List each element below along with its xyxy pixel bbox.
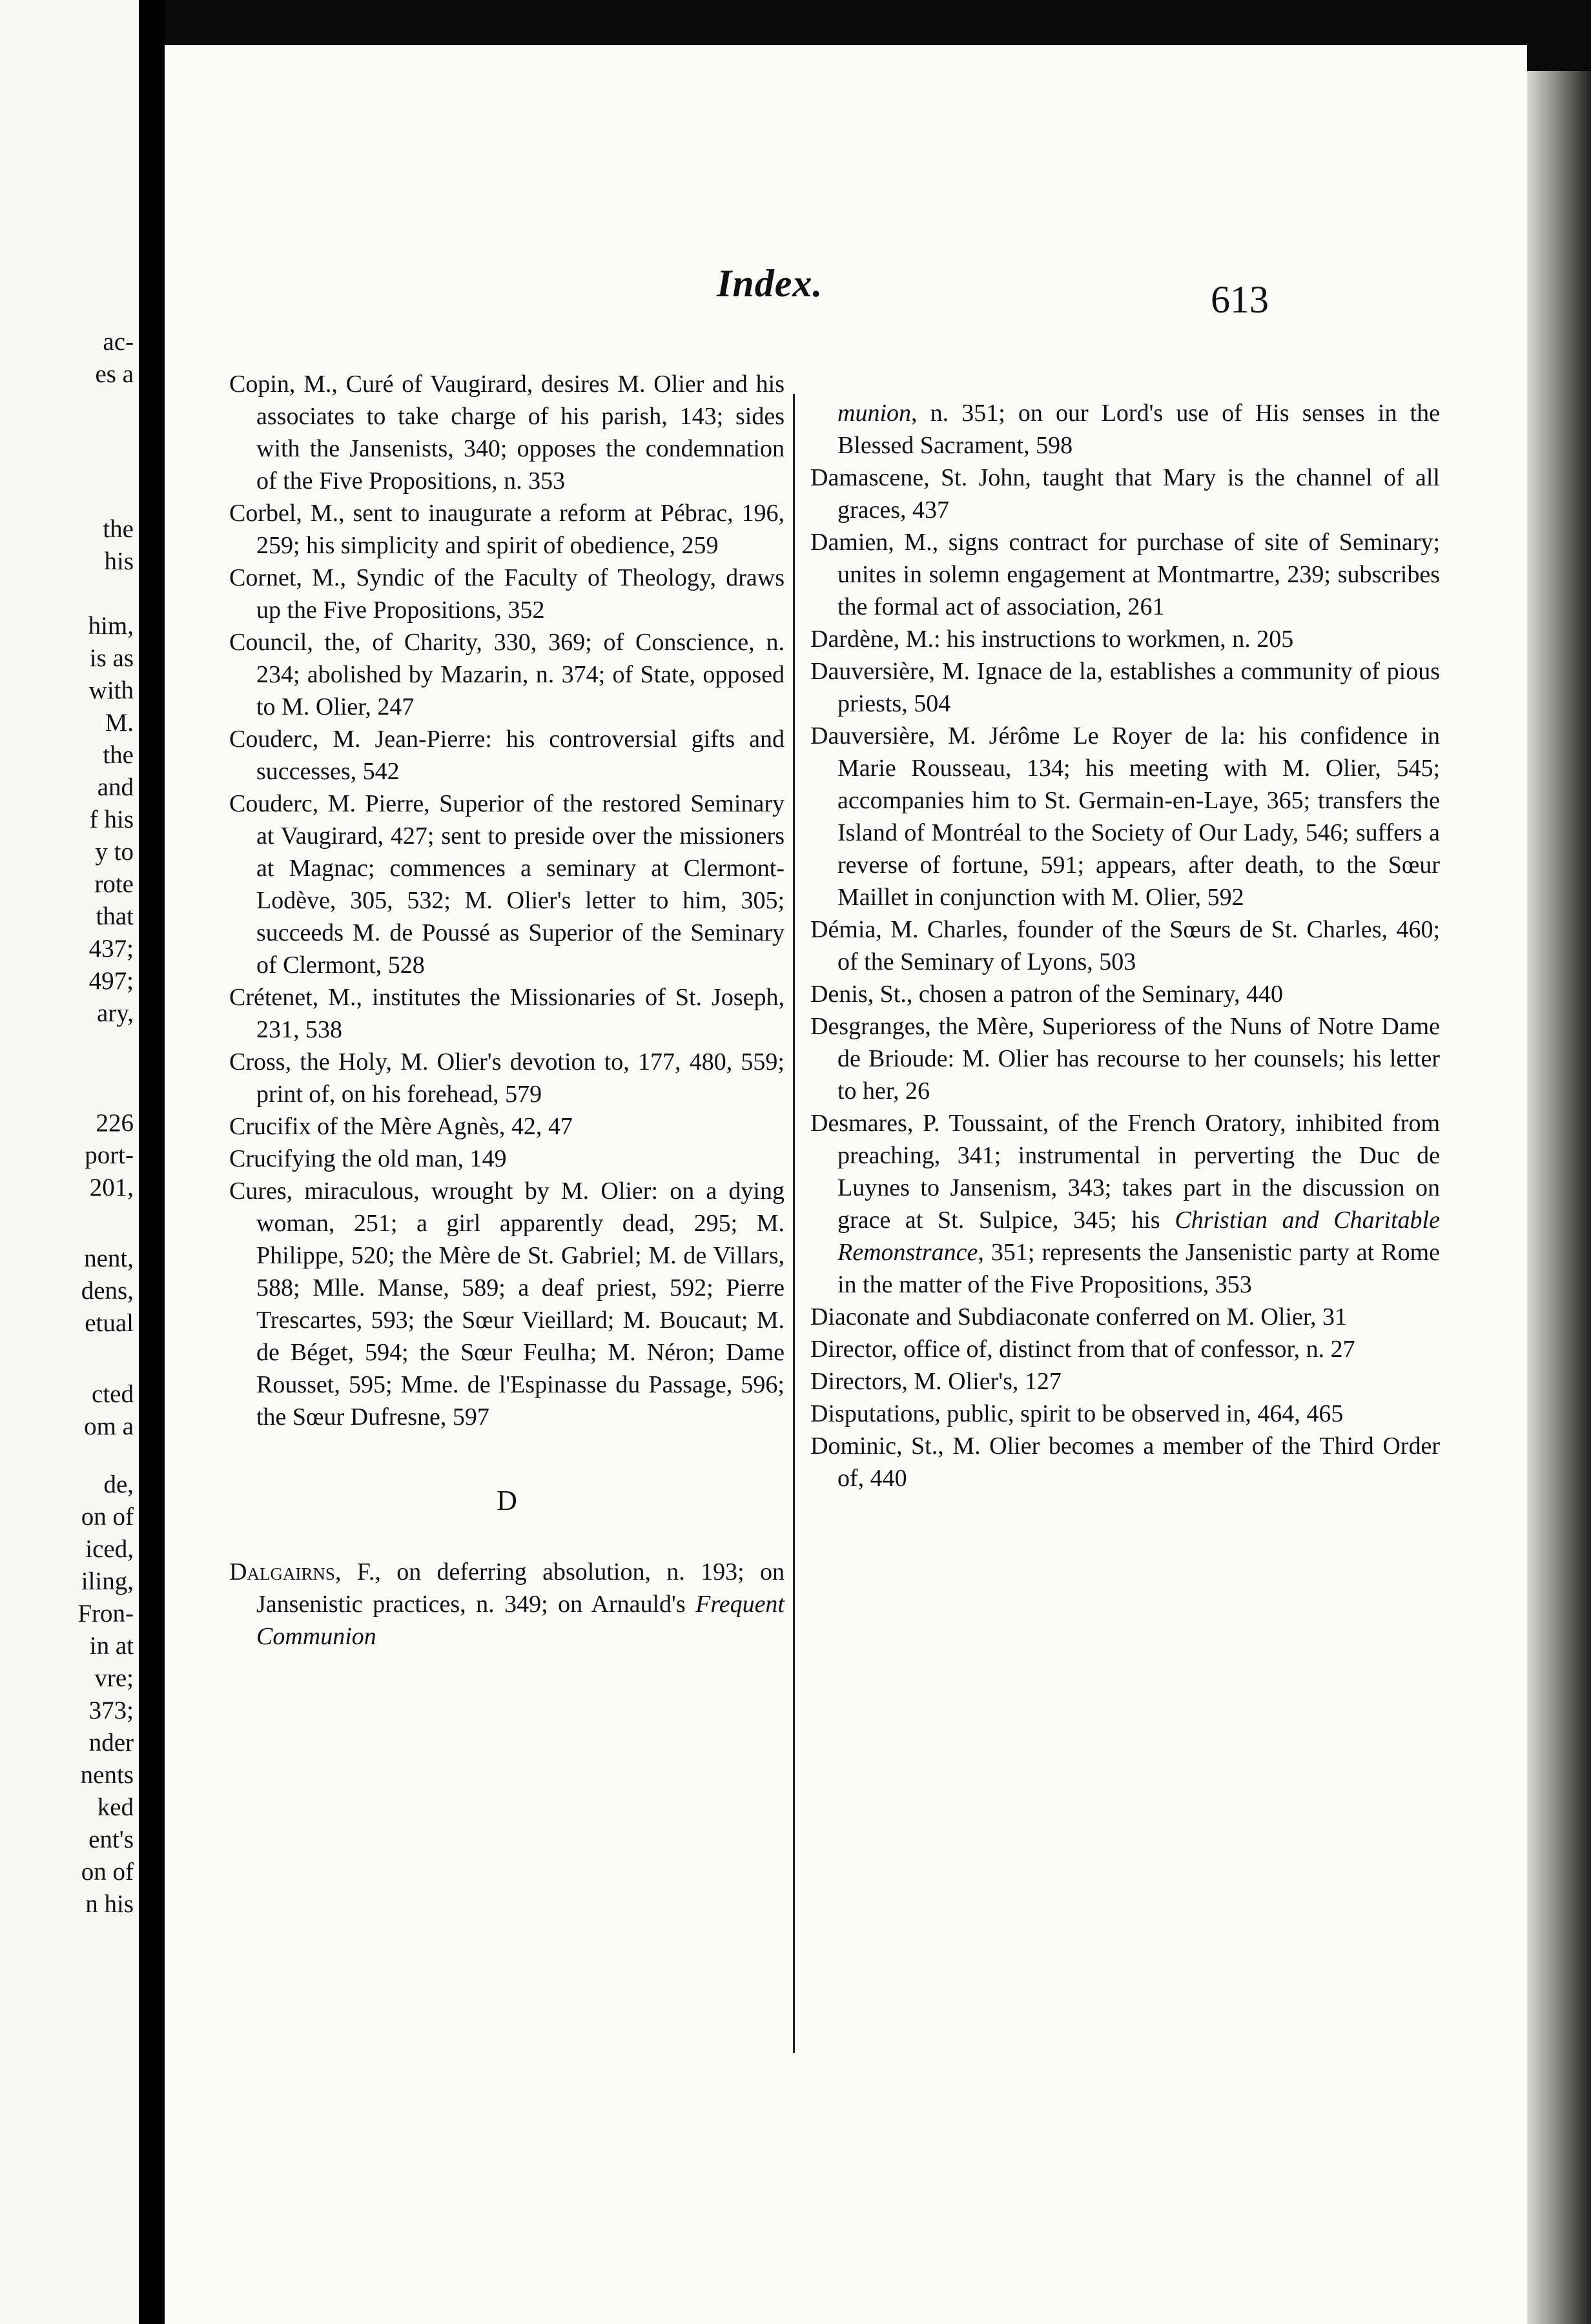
entry-text: Desmares, P. Toussaint, of the French Oratory, inhibited from preaching, 341; instrumental in perverting the Duc de Luynes to Jansenism, 343; takes part in the discussion on grace at St. Sulpice, 345; his (810, 1110, 1440, 1234)
facing-page-fragment-text: nder (88, 1729, 134, 1757)
index-entry: Directors, M. Olier's, 127 (810, 1368, 1062, 1395)
index-entry: Damien, M., signs contract for purchase of site of Seminary; unites in solemn engagement at Montmartre, 239; subscribes the formal act of association, 261 (810, 529, 1440, 620)
index-entry: Crétenet, M., institutes the Missionaries of St. Joseph, 231, 538 (229, 984, 785, 1043)
facing-page-fragment-text: ac- (103, 328, 134, 356)
index-entry: Damascene, St. John, taught that Mary is the channel of all graces, 437 (810, 464, 1440, 524)
index-entries-right-tail (810, 1301, 1440, 1494)
facing-page-fragment-text: iced, (85, 1535, 134, 1563)
entry-text: , F., on deferring absolution, n. 193; on Jansenistic practices, n. 349; on Arnauld's (256, 1558, 785, 1618)
index-entry: Démia, M. Charles, founder of the Sœurs de St. Charles, 460; of the Seminary of Lyons, 503 (810, 916, 1440, 975)
facing-page-fragment-text: nents (80, 1761, 134, 1789)
facing-page-fragment-text: that (96, 902, 134, 930)
facing-page-fragment-text: rote (94, 870, 134, 898)
index-entries-left (229, 368, 785, 1433)
entry-text: , n. 351; on our Lord's use of His senses in the Blessed Sacrament, 598 (837, 400, 1440, 459)
facing-page-fragment-text: 437; (88, 935, 134, 963)
index-entries-right (810, 462, 1440, 1107)
facing-page-fragment-text: f his (89, 806, 134, 833)
index-entry: Dauversière, M. Jérôme Le Royer de la: his confidence in Marie Rousseau, 134; his meeting with M. Olier, 545; accompanies him to St. Germain-en-Laye, 365; transfers the Island of Montréal to the Society of Our Lady, 546; suffers a reverse of fortune, 591; appears, after death, to the Sœur Maillet in conjunction with M. Olier, 592 (810, 722, 1440, 911)
index-entry: Diaconate and Subdiaconate conferred on M. Olier, 31 (810, 1303, 1348, 1330)
index-entry: Dauversière, M. Ignace de la, establishes a community of pious priests, 504 (810, 658, 1440, 717)
index-entry: Denis, St., chosen a patron of the Seminary, 440 (810, 981, 1284, 1008)
facing-page-fragment-text: n his (85, 1890, 134, 1918)
index-entry: Couderc, M. Jean-Pierre: his controversial gifts and successes, 542 (229, 726, 785, 785)
index-entry: Couderc, M. Pierre, Superior of the restored Seminary at Vaugirard, 427; sent to preside over the missioners at Magnac; commences a seminary at Clermont-Lodève, 305, 532; M. Olier's letter to him, 305; succeeds M. de Poussé as Superior of the Seminary of Clermont, 528 (229, 790, 785, 979)
section-letter: D (497, 1485, 517, 1516)
index-entry: Desgranges, the Mère, Superioress of the Nuns of Notre Dame de Brioude: M. Olier has recourse to her counsels; his letter to her, 26 (810, 1013, 1440, 1105)
facing-page-fragment-text: him, (88, 612, 134, 640)
work-title-end: munion (837, 400, 911, 427)
index-entry: Cures, miraculous, wrought by M. Olier: on a dying woman, 251; a girl apparently dead, 295; M. Philippe, 520; the Mère de St. Gabriel; M. de Villars, 588; Mlle. Manse, 589; a deaf priest, 592; Pierre Trescartes, 593; the Sœur Vieillard; M. Boucaut; M. de Béget, 594; the Sœur Feulha; M. Néron; Dame Rousset, 595; Mme. de l'Espinasse du Passage, 596; the Sœur Dufresne, 597 (229, 1177, 785, 1431)
facing-page-fragment-text: es a (95, 360, 134, 388)
facing-page-fragment-text: is as (89, 644, 134, 672)
index-column-right (810, 397, 1440, 1494)
facing-page-fragment-text: ary, (96, 999, 134, 1027)
index-entry: Crucifying the old man, 149 (229, 1145, 507, 1172)
index-entry: Cornet, M., Syndic of the Faculty of Theology, draws up the Five Propositions, 352 (229, 564, 785, 624)
page-edge-shadow (1527, 71, 1591, 2324)
index-entry-dalgairns (229, 1556, 785, 1653)
facing-page-fragment-text: 201, (89, 1174, 134, 1201)
facing-page-fragment-text: on of (81, 1858, 134, 1886)
index-entry: Council, the, of Charity, 330, 369; of Conscience, n. 234; abolished by Mazarin, n. 374; of State, opposed to M. Olier, 247 (229, 629, 785, 720)
facing-page-fragment-text: 226 (96, 1109, 134, 1137)
facing-page-fragment (0, 0, 139, 2324)
facing-page-fragment-text: with (88, 677, 134, 704)
index-entry: Crucifix of the Mère Agnès, 42, 47 (229, 1113, 573, 1140)
index-entry: Copin, M., Curé of Vaugirard, desires M. Olier and his associates to take charge of his parish, 143; sides with the Jansenists, 340; opposes the condemnation of the Five Propositions, n. 353 (229, 371, 785, 494)
facing-page-fragment-text: in at (89, 1632, 134, 1660)
facing-page-fragment-text: nent, (84, 1245, 134, 1272)
facing-page-fragment-text: the (103, 515, 134, 543)
column-rule (793, 394, 795, 2053)
facing-page-fragment-text: ked (97, 1793, 134, 1821)
facing-page-fragment-text: 497; (88, 967, 134, 995)
facing-page-fragment-text: his (104, 547, 134, 575)
index-entry: Corbel, M., sent to inaugurate a reform at Pébrac, 196, 259; his simplicity and spirit of obedience, 259 (229, 500, 785, 559)
index-entry-continuation (810, 397, 1440, 462)
facing-page-fragment-text: port- (85, 1141, 134, 1169)
facing-page-fragment-text: iling, (81, 1567, 134, 1595)
facing-page-fragment-text: M. (105, 709, 134, 737)
facing-page-fragment-text: on of (81, 1503, 134, 1531)
work-title: Christian and Charitable Remonstrance (837, 1207, 1440, 1266)
facing-page-fragment-text: om a (84, 1412, 134, 1440)
work-title: Frequent Communion (256, 1591, 785, 1650)
binding-gutter (139, 0, 165, 2324)
facing-page-fragment-text: the (103, 741, 134, 769)
index-entry: Director, office of, distinct from that of confessor, n. 27 (810, 1336, 1355, 1363)
index-entry: Dardène, M.: his instructions to workmen, n. 205 (810, 626, 1294, 653)
index-entry: Dominic, St., M. Olier becomes a member of the Third Order of, 440 (810, 1432, 1440, 1492)
facing-page-fragment-text: y to (95, 838, 134, 866)
index-entry: Cross, the Holy, M. Olier's devotion to, 177, 480, 559; print of, on his forehead, 579 (229, 1048, 785, 1108)
facing-page-fragment-text: dens, (81, 1277, 134, 1305)
entry-text-end: , 351; represents the Jansenistic party at Rome in the matter of the Five Propositions, 353 (837, 1239, 1440, 1298)
facing-page-fragment-text: etual (85, 1309, 134, 1337)
index-column-left (229, 368, 785, 1653)
facing-page-fragment-text: 373; (88, 1697, 134, 1724)
facing-page-fragment-text: ent's (88, 1826, 134, 1853)
index-entry-desmares (810, 1107, 1440, 1301)
facing-page-fragment-text: cted (92, 1380, 134, 1408)
entry-head: Dalgairns (229, 1558, 335, 1585)
page-number: 613 (1211, 278, 1269, 321)
facing-page-fragment-text: and (97, 773, 134, 801)
index-page (165, 45, 1527, 2324)
facing-page-fragment-text: vre; (94, 1664, 134, 1692)
index-entry: Disputations, public, spirit to be observed in, 464, 465 (810, 1400, 1344, 1427)
facing-page-fragment-text: de, (103, 1471, 134, 1498)
running-head: Index. (717, 262, 823, 305)
facing-page-fragment-text: Fron- (77, 1600, 134, 1627)
